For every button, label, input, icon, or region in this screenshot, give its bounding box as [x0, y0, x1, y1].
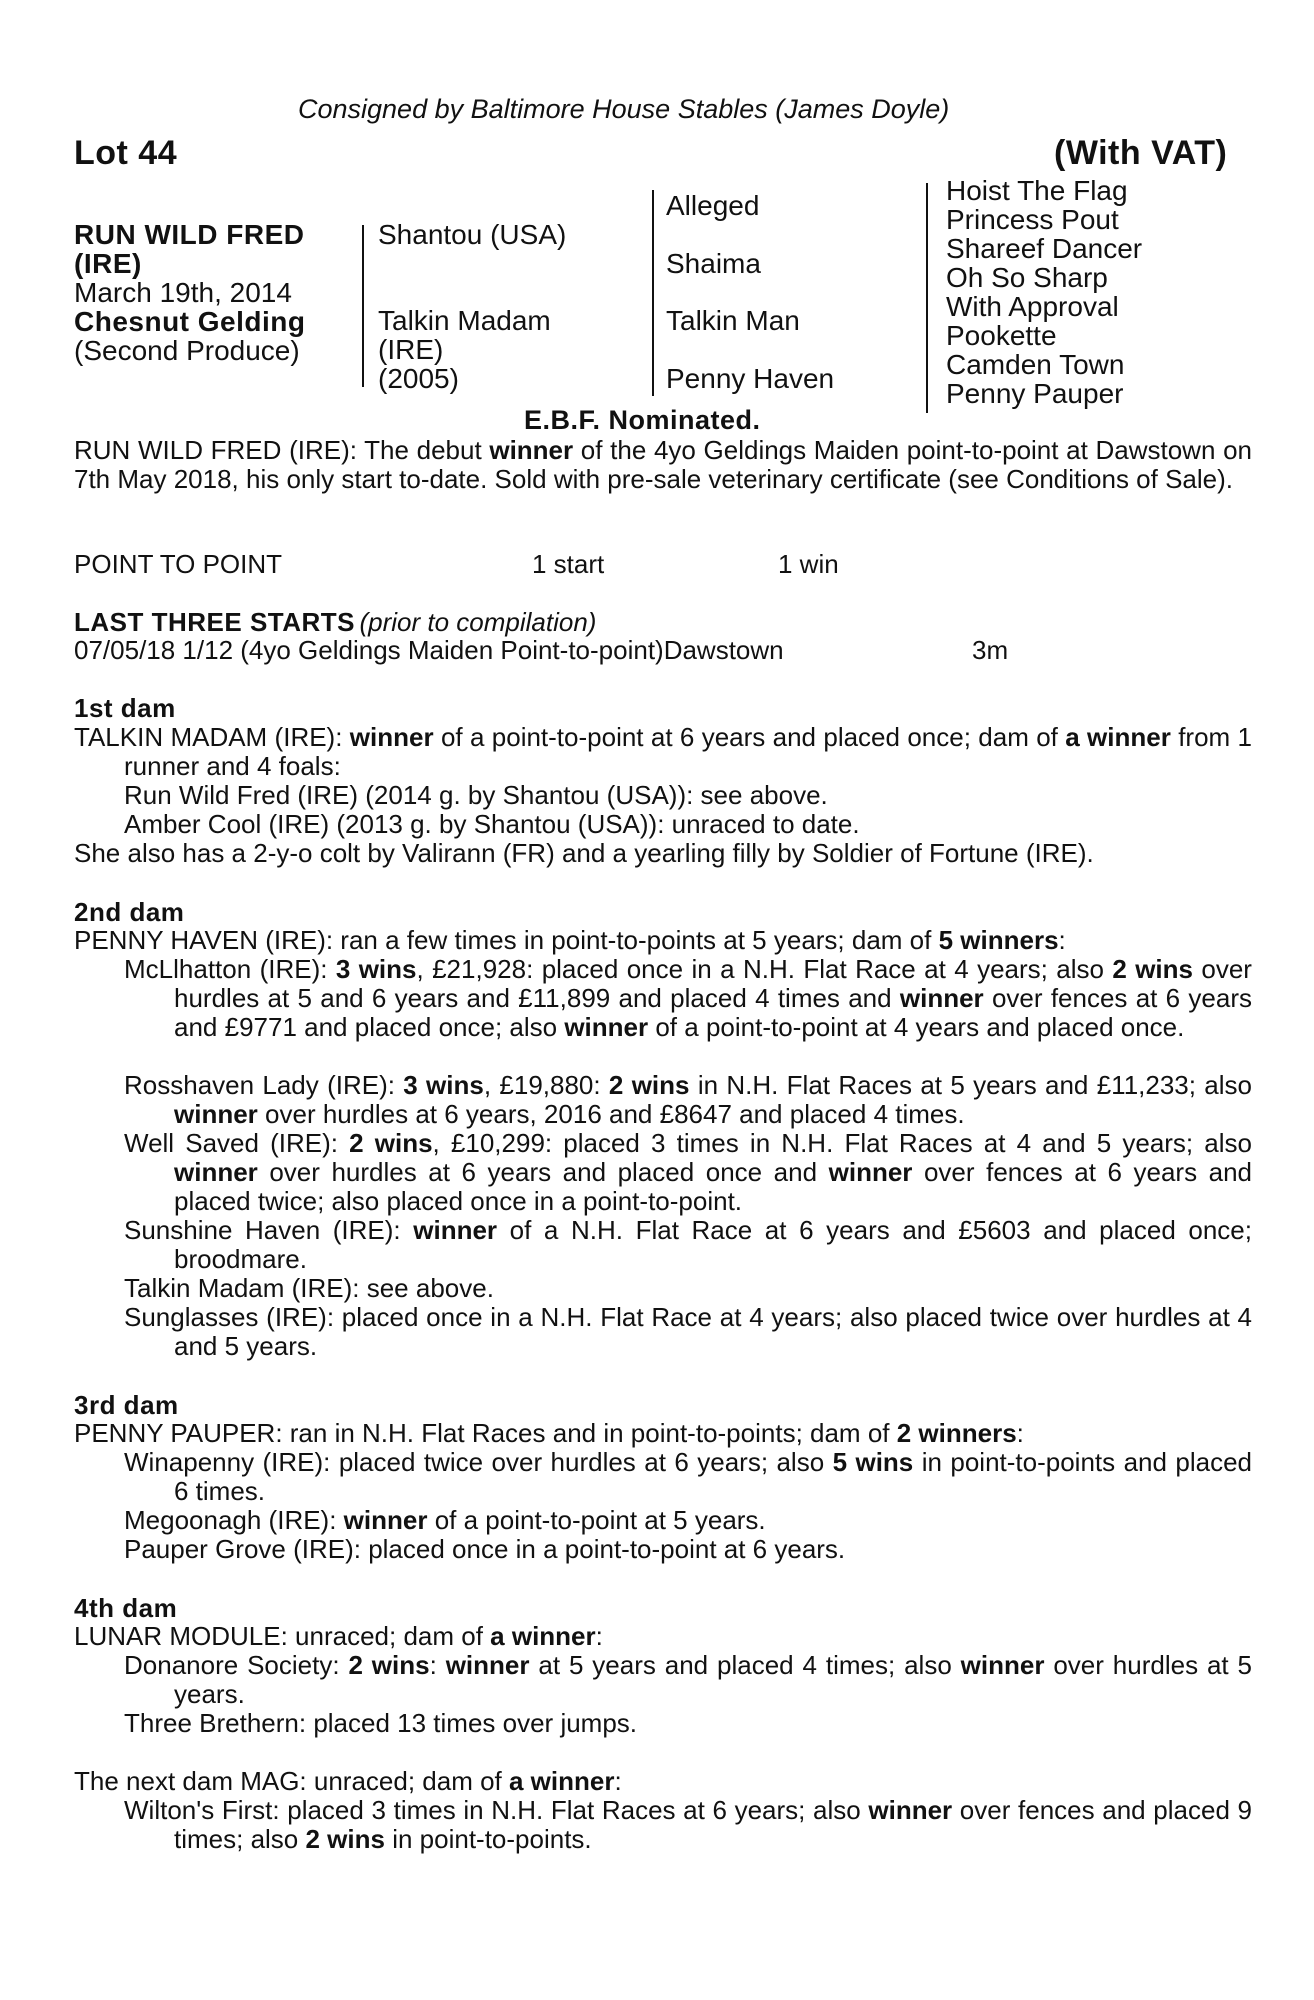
- donanore-a: Donanore Society:: [124, 1650, 349, 1680]
- pedigree-divider-3: [926, 183, 928, 413]
- intro-paragraph: [74, 436, 1252, 494]
- pedigree-divider-1: [362, 225, 364, 387]
- mclhatton-d: 2 wins: [1112, 954, 1193, 984]
- first-dam-text-a: TALKIN MADAM (IRE):: [74, 722, 350, 752]
- pedigree-gen3-5: With Approval: [946, 291, 1119, 322]
- record-starts: 1 start: [532, 549, 605, 579]
- mclhatton-i: of a point-to-point at 4 years and placed once.: [648, 1012, 1185, 1042]
- rosshaven-e: in N.H. Flat Races at 5 years and £11,233; also: [689, 1070, 1252, 1100]
- progeny-winapenny: [124, 1448, 1252, 1506]
- first-dam-bold-b: winner: [349, 722, 434, 752]
- pedigree-gen3-3: Shareef Dancer: [946, 233, 1143, 264]
- megoonagh-a: Megoonagh (IRE):: [124, 1505, 344, 1535]
- pedigree-sire-sire: Alleged: [666, 190, 760, 221]
- rosshaven-f: winner: [174, 1099, 258, 1129]
- first-dam-text-c: of a point-to-point at 6 years and placed once; dam of: [433, 722, 1066, 752]
- second-dam-bold-b: 5 winners: [938, 925, 1059, 955]
- wellsaved-b: 2 wins: [349, 1128, 433, 1158]
- sunshine-b: winner: [413, 1215, 498, 1245]
- winapenny-a: Winapenny (IRE): placed twice over hurdles at 6 years; also: [124, 1447, 833, 1477]
- third-dam-text-c: :: [1016, 1418, 1024, 1448]
- lot-number: Lot 44: [74, 134, 178, 172]
- mclhatton-b: 3 wins: [335, 954, 417, 984]
- fourth-dam-title: 4th dam: [74, 1593, 178, 1623]
- last-starts-note: (prior to compilation): [359, 607, 597, 637]
- next-dam-bold-b: a winner: [508, 1766, 615, 1796]
- third-dam-text-a: PENNY PAUPER: ran in N.H. Flat Races and in point-to-points; dam of: [74, 1418, 897, 1448]
- wilton-b: winner: [868, 1795, 953, 1825]
- wilton-c: over fences and placed 9 times; also: [174, 1795, 1252, 1854]
- first-dam-title: 1st dam: [74, 693, 176, 723]
- progeny-wellsaved: [124, 1129, 1252, 1216]
- second-dam-title: 2nd dam: [74, 897, 185, 927]
- fourth-dam-text-c: :: [595, 1621, 603, 1651]
- rosshaven-d: 2 wins: [608, 1070, 690, 1100]
- consignor-line: Consigned by Baltimore House Stables (James Doyle): [298, 94, 950, 124]
- mclhatton-e: over hurdles at 5 and 6 years and £11,899 and placed 4 times and: [174, 954, 1252, 1013]
- first-dam-bold-d: a winner: [1065, 722, 1171, 752]
- mclhatton-h: winner: [564, 1012, 649, 1042]
- progeny-mclhatton: [124, 955, 1252, 1042]
- progeny-sunshine: [124, 1216, 1252, 1274]
- record-wins: 1 win: [778, 549, 839, 579]
- first-dam-text-e: from 1 runner and 4 foals:: [124, 722, 1252, 781]
- progeny-wilton: [124, 1796, 1252, 1854]
- wilton-a: Wilton's First: placed 3 times in N.H. Flat Races at 6 years; also: [124, 1795, 869, 1825]
- intro-bold-1: winner: [489, 435, 574, 465]
- wilton-e: in point-to-points.: [384, 1824, 592, 1854]
- pedigree-gen3-8: Penny Pauper: [946, 378, 1124, 409]
- progeny-brethern: Three Brethern: placed 13 times over jumps.: [124, 1708, 638, 1738]
- first-dam-section: [74, 694, 1252, 723]
- mclhatton-f: winner: [899, 983, 984, 1013]
- progeny-pauper: Pauper Grove (IRE): placed once in a point-to-point at 6 years.: [124, 1534, 846, 1564]
- donanore-e: at 5 years and placed 4 times; also: [529, 1650, 961, 1680]
- intro-text-2: of the 4yo Geldings Maiden point-to-point at Dawstown on 7th May 2018, his only start to-date. Sold with pre-sale veterinary certificate (see Conditions of Sale).: [74, 435, 1252, 494]
- second-dam-text-a: PENNY HAVEN (IRE): ran a few times in point-to-points at 5 years; dam of: [74, 925, 939, 955]
- pedigree-dam-sire: Talkin Man: [666, 305, 800, 336]
- horse-name: RUN WILD FRED: [74, 219, 305, 250]
- first-dam-foal-1: Run Wild Fred (IRE) (2014 g. by Shantou (USA)): see above.: [124, 780, 828, 810]
- winapenny-c: in point-to-points and placed 6 times.: [174, 1447, 1252, 1506]
- wellsaved-a: Well Saved (IRE):: [124, 1128, 350, 1158]
- fourth-dam-bold-b: a winner: [490, 1621, 596, 1651]
- horse-suffix: (IRE): [74, 248, 142, 279]
- fourth-dam-intro: [74, 1622, 603, 1651]
- record-label: POINT TO POINT: [74, 549, 283, 579]
- next-dam-text-a: The next dam MAG: unraced; dam of: [74, 1766, 509, 1796]
- fourth-dam-text-a: LUNAR MODULE: unraced; dam of: [74, 1621, 491, 1651]
- progeny-donanore: [124, 1651, 1252, 1709]
- wilton-d: 2 wins: [305, 1824, 385, 1854]
- last-starts-title: LAST THREE STARTS: [74, 607, 356, 637]
- pedigree-dam-name: Talkin Madam: [378, 305, 551, 336]
- donanore-f: winner: [960, 1650, 1045, 1680]
- horse-dob: March 19th, 2014: [74, 277, 292, 308]
- pedigree-dam-country: (IRE): [378, 334, 444, 365]
- donanore-d: winner: [445, 1650, 530, 1680]
- second-dam-intro: [74, 926, 1066, 955]
- last-start-distance: 3m: [972, 635, 1009, 665]
- donanore-g: over hurdles at 5 years.: [174, 1650, 1252, 1709]
- pedigree-gen3-2: Princess Pout: [946, 204, 1119, 235]
- progeny-megoonagh: [124, 1506, 1252, 1535]
- pedigree-dam-year: (2005): [378, 363, 459, 394]
- third-dam-title: 3rd dam: [74, 1390, 179, 1420]
- pedigree-gen3-1: Hoist The Flag: [946, 175, 1128, 206]
- wellsaved-f: winner: [828, 1157, 913, 1187]
- ebf-nominated: E.B.F. Nominated.: [524, 405, 761, 435]
- first-dam-also: She also has a 2-y-o colt by Valirann (FR) and a yearling filly by Soldier of Fortune (IRE).: [74, 838, 1094, 868]
- third-dam-bold-b: 2 winners: [896, 1418, 1017, 1448]
- mclhatton-a: McLlhatton (IRE):: [124, 954, 336, 984]
- rosshaven-c: , £19,880:: [483, 1070, 609, 1100]
- mclhatton-c: , £21,928: placed once in a N.H. Flat Race at 4 years; also: [416, 954, 1113, 984]
- first-dam-intro: [74, 723, 1252, 781]
- second-dam-text-c: :: [1058, 925, 1066, 955]
- pedigree-gen3-4: Oh So Sharp: [946, 262, 1108, 293]
- pedigree-gen3-6: Pookette: [946, 320, 1057, 351]
- wellsaved-e: over hurdles at 6 years and placed once and: [257, 1157, 829, 1187]
- horse-info: [74, 220, 306, 365]
- vat-note: (With VAT): [1054, 134, 1228, 172]
- wellsaved-d: winner: [174, 1157, 258, 1187]
- intro-text-1: RUN WILD FRED (IRE): The debut: [74, 435, 490, 465]
- winapenny-b: 5 wins: [832, 1447, 914, 1477]
- next-dam-intro: [74, 1767, 622, 1796]
- progeny-rosshaven: [124, 1071, 1252, 1129]
- sunshine-c: of a N.H. Flat Race at 6 years and £5603 and placed once; broodmare.: [174, 1215, 1252, 1274]
- rosshaven-b: 3 wins: [403, 1070, 484, 1100]
- third-dam-intro: [74, 1419, 1024, 1448]
- pedigree-dam: [378, 306, 551, 393]
- next-dam-text-c: :: [614, 1766, 622, 1796]
- last-starts-heading: [74, 607, 596, 638]
- last-start-race: 07/05/18 1/12 (4yo Geldings Maiden Point-to-point)Dawstown: [74, 635, 784, 665]
- pedigree-gen3-7: Camden Town: [946, 349, 1125, 380]
- pedigree-sire: Shantou (USA): [378, 219, 567, 250]
- donanore-b: 2 wins: [348, 1650, 430, 1680]
- progeny-sunglasses: Sunglasses (IRE): placed once in a N.H. Flat Race at 4 years; also placed twice over hurdles at 4 and 5 years.: [124, 1302, 1252, 1361]
- pedigree-sire-dam: Shaima: [666, 248, 761, 279]
- pedigree-divider-2: [652, 190, 654, 396]
- first-dam-foal-2: Amber Cool (IRE) (2013 g. by Shantou (USA)): unraced to date.: [124, 809, 860, 839]
- wellsaved-c: , £10,299: placed 3 times in N.H. Flat Races at 4 and 5 years; also: [432, 1128, 1253, 1158]
- donanore-c: :: [429, 1650, 446, 1680]
- megoonagh-b: winner: [343, 1505, 428, 1535]
- rosshaven-a: Rosshaven Lady (IRE):: [124, 1070, 404, 1100]
- megoonagh-c: of a point-to-point at 5 years.: [427, 1505, 766, 1535]
- horse-produce: (Second Produce): [74, 335, 300, 366]
- pedigree-dam-dam: Penny Haven: [666, 363, 835, 394]
- wellsaved-g: over fences at 6 years and placed twice; also placed once in a point-to-point.: [174, 1157, 1252, 1216]
- sunshine-a: Sunshine Haven (IRE):: [124, 1215, 414, 1245]
- progeny-talkin: Talkin Madam (IRE): see above.: [124, 1273, 494, 1303]
- rosshaven-g: over hurdles at 6 years, 2016 and £8647 and placed 4 times.: [257, 1099, 965, 1129]
- pedigree-gen3: [946, 176, 1142, 408]
- horse-sex: Chesnut Gelding: [74, 306, 306, 337]
- mclhatton-g: over fences at 6 years and £9771 and placed once; also: [174, 983, 1252, 1042]
